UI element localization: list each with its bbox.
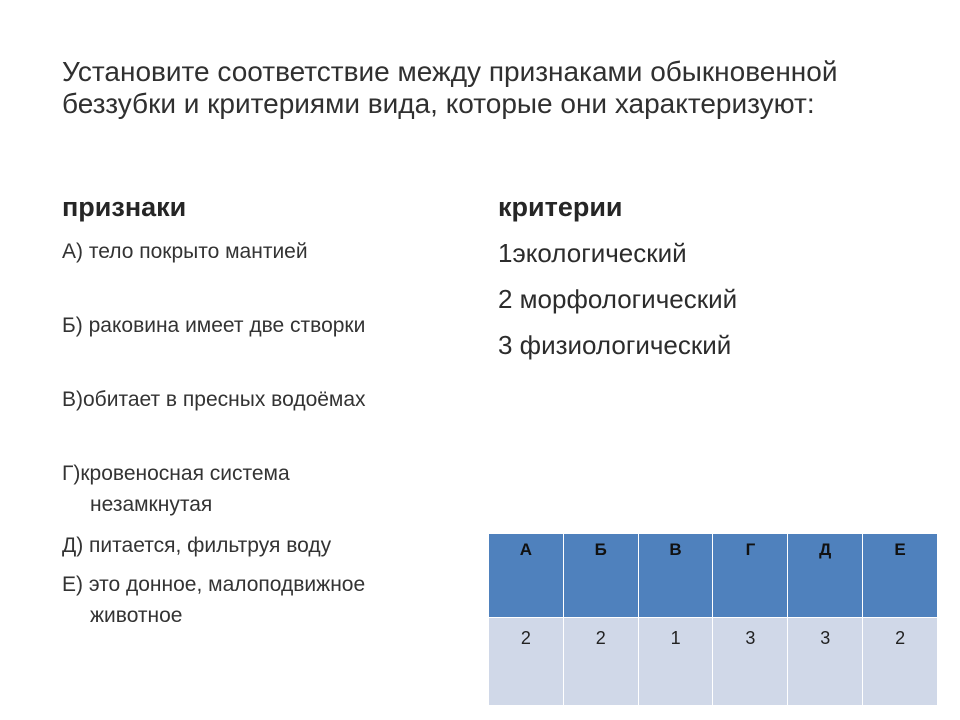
answer-header-cell: А [489, 534, 564, 618]
answer-header-cell: В [638, 534, 713, 618]
answer-value-cell: 2 [489, 618, 564, 706]
answer-value-cell: 2 [563, 618, 638, 706]
answer-table [488, 533, 938, 706]
answer-header-cell: Е [863, 534, 938, 618]
feature-item-b: Б) раковина имеет две створки [62, 314, 366, 337]
criterion-item-1: 1экологический [498, 238, 687, 268]
feature-item-g: Г)кровеносная система незамкнутая [62, 462, 290, 516]
answer-value-cell: 3 [713, 618, 788, 706]
features-heading: признаки [62, 192, 187, 222]
feature-item-v: В)обитает в пресных водоёмах [62, 388, 366, 411]
answer-value-cell: 2 [863, 618, 938, 706]
criterion-item-3: 3 физиологический [498, 330, 732, 360]
criteria-heading: критерии [498, 192, 623, 222]
answer-header-cell: Б [563, 534, 638, 618]
task-title: Установите соответствие между признаками обыкновенной беззубки и критериями вида, которые они характеризуют: [62, 56, 838, 119]
feature-item-d: Д) питается, фильтруя воду [62, 534, 332, 557]
feature-item-e: Е) это донное, малоподвижное животное [62, 573, 366, 627]
answer-header-cell: Д [788, 534, 863, 618]
criterion-item-2: 2 морфологический [498, 284, 738, 314]
answer-table-value-row [489, 618, 938, 706]
answer-value-cell: 3 [788, 618, 863, 706]
feature-item-a: А) тело покрыто мантией [62, 240, 308, 263]
answer-table-header-row [489, 534, 938, 618]
answer-header-cell: Г [713, 534, 788, 618]
answer-value-cell: 1 [638, 618, 713, 706]
